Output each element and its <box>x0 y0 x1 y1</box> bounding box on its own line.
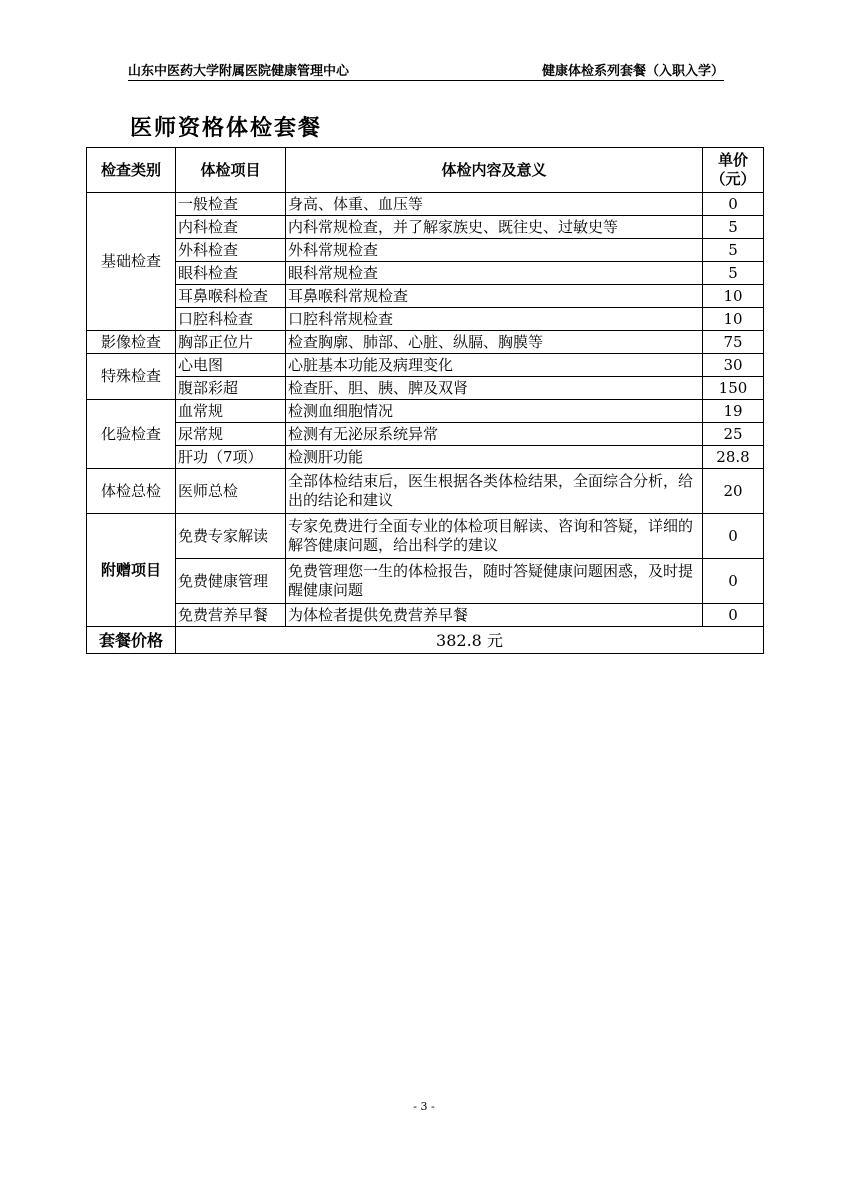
price-cell: 0 <box>703 604 764 627</box>
item-cell: 医师总检 <box>176 469 286 514</box>
total-value: 382.8 元 <box>176 627 764 654</box>
header-item: 体检项目 <box>176 148 286 193</box>
price-cell: 20 <box>703 469 764 514</box>
table-row <box>87 514 764 559</box>
item-cell: 耳鼻喉科检查 <box>176 285 286 308</box>
description-cell: 心脏基本功能及病理变化 <box>286 354 703 377</box>
price-cell: 5 <box>703 216 764 239</box>
category-cell: 影像检查 <box>87 331 176 354</box>
item-cell: 免费健康管理 <box>176 559 286 604</box>
price-cell: 19 <box>703 400 764 423</box>
category-cell: 特殊检查 <box>87 354 176 400</box>
table-row <box>87 285 764 308</box>
description-cell: 眼科常规检查 <box>286 262 703 285</box>
table-row <box>87 377 764 400</box>
price-cell: 0 <box>703 559 764 604</box>
price-cell: 5 <box>703 239 764 262</box>
description-cell: 外科常规检查 <box>286 239 703 262</box>
item-cell: 尿常规 <box>176 423 286 446</box>
item-cell: 一般检查 <box>176 193 286 216</box>
description-cell: 为体检者提供免费营养早餐 <box>286 604 703 627</box>
table-row <box>87 446 764 469</box>
item-cell: 肝功（7项） <box>176 446 286 469</box>
table-row <box>87 262 764 285</box>
price-cell: 30 <box>703 354 764 377</box>
category-cell: 化验检查 <box>87 400 176 469</box>
price-cell: 10 <box>703 285 764 308</box>
item-cell: 免费专家解读 <box>176 514 286 559</box>
description-cell: 全部体检结束后，医生根据各类体检结果，全面综合分析，给出的结论和建议 <box>286 469 703 514</box>
price-cell: 25 <box>703 423 764 446</box>
item-cell: 口腔科检查 <box>176 308 286 331</box>
item-cell: 腹部彩超 <box>176 377 286 400</box>
category-cell: 体检总检 <box>87 469 176 514</box>
price-cell: 10 <box>703 308 764 331</box>
table-row <box>87 216 764 239</box>
package-table <box>86 147 764 654</box>
description-cell: 检测有无泌尿系统异常 <box>286 423 703 446</box>
price-cell: 150 <box>703 377 764 400</box>
description-cell: 内科常规检查，并了解家族史、既往史、过敏史等 <box>286 216 703 239</box>
item-cell: 血常规 <box>176 400 286 423</box>
description-cell: 检测肝功能 <box>286 446 703 469</box>
table-row <box>87 193 764 216</box>
table-row <box>87 423 764 446</box>
header-series: 健康体检系列套餐（入职入学） <box>541 64 724 79</box>
price-cell: 28.8 <box>703 446 764 469</box>
header-category: 检查类别 <box>87 148 176 193</box>
page-title: 医师资格体检套餐 <box>130 116 323 141</box>
item-cell: 胸部正位片 <box>176 331 286 354</box>
table-row <box>87 308 764 331</box>
description-cell: 口腔科常规检查 <box>286 308 703 331</box>
category-cell: 附赠项目 <box>87 514 176 627</box>
description-cell: 检查胸廓、肺部、心脏、纵膈、胸膜等 <box>286 331 703 354</box>
item-cell: 免费营养早餐 <box>176 604 286 627</box>
header-description: 体检内容及意义 <box>286 148 703 193</box>
item-cell: 眼科检查 <box>176 262 286 285</box>
description-cell: 耳鼻喉科常规检查 <box>286 285 703 308</box>
description-cell: 检查肝、胆、胰、脾及双肾 <box>286 377 703 400</box>
header-organization: 山东中医药大学附属医院健康管理中心 <box>128 64 350 79</box>
description-cell: 身高、体重、血压等 <box>286 193 703 216</box>
table-row <box>87 559 764 604</box>
table-row <box>87 469 764 514</box>
table-row <box>87 400 764 423</box>
item-cell: 外科检查 <box>176 239 286 262</box>
table-row <box>87 354 764 377</box>
table-row <box>87 331 764 354</box>
page-number: - 3 - <box>413 1100 435 1113</box>
item-cell: 内科检查 <box>176 216 286 239</box>
header-price: 单价（元） <box>703 148 764 193</box>
category-cell: 基础检查 <box>87 193 176 331</box>
price-cell: 0 <box>703 514 764 559</box>
table-row <box>87 239 764 262</box>
description-cell: 免费管理您一生的体检报告，随时答疑健康问题困惑，及时提醒健康问题 <box>286 559 703 604</box>
price-cell: 0 <box>703 193 764 216</box>
description-cell: 专家免费进行全面专业的体检项目解读、咨询和答疑，详细的解答健康问题，给出科学的建议 <box>286 514 703 559</box>
table-header-row <box>87 148 764 193</box>
table-row <box>87 604 764 627</box>
item-cell: 心电图 <box>176 354 286 377</box>
total-label: 套餐价格 <box>87 627 176 654</box>
total-row <box>87 627 764 654</box>
description-cell: 检测血细胞情况 <box>286 400 703 423</box>
price-cell: 5 <box>703 262 764 285</box>
price-cell: 75 <box>703 331 764 354</box>
page-header <box>128 58 724 81</box>
